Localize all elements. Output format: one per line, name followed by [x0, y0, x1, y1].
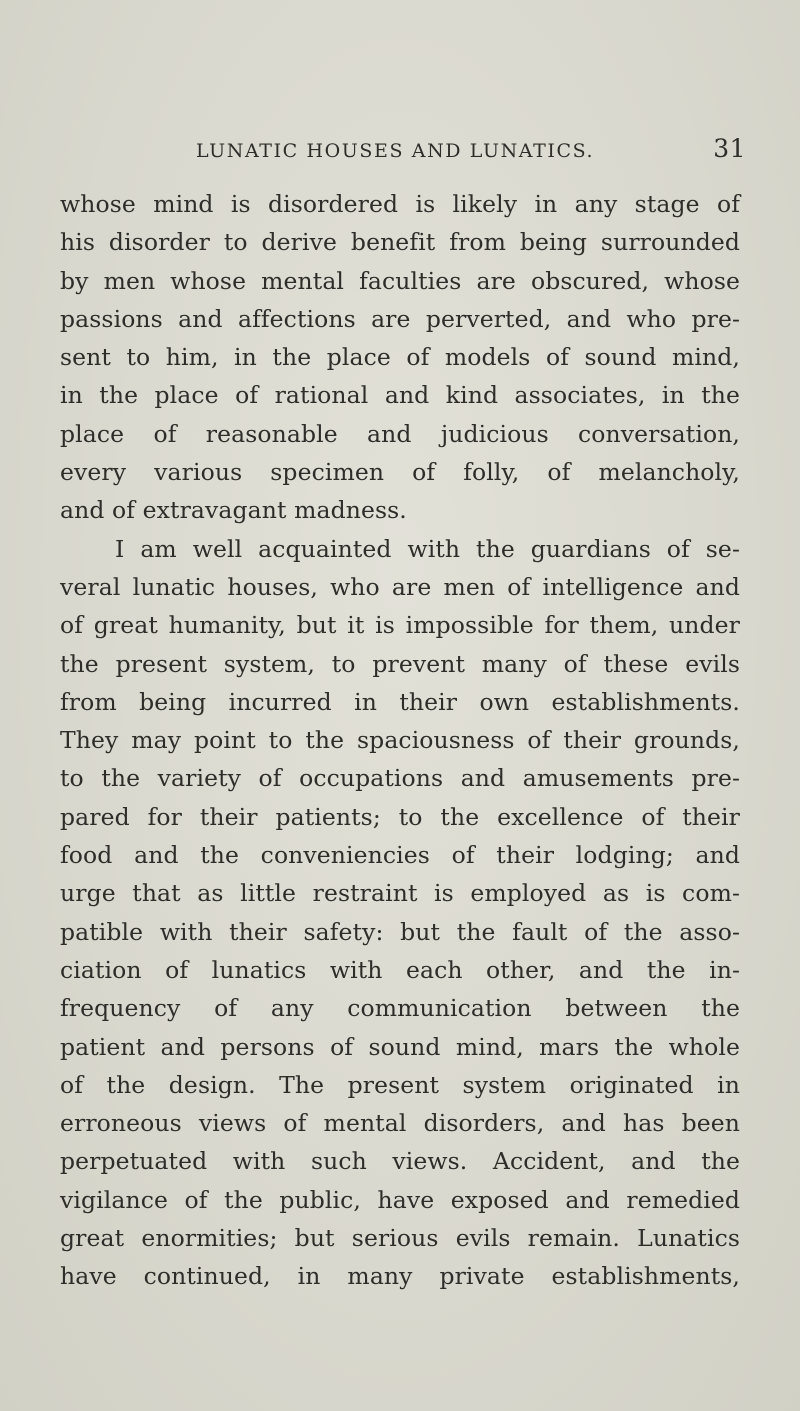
text-line: pared for their patients; to the excellence of their: [60, 802, 740, 831]
text-line: perpetuated with such views. Accident, and the: [60, 1147, 740, 1176]
page-number: 31: [713, 134, 746, 163]
page-header: [60, 134, 750, 170]
text-line: whose mind is disordered is likely in any stage of: [60, 190, 740, 218]
paragraph-start-line: I am well acquainted with the guardians of se-: [115, 534, 740, 563]
text-line: food and the conveniencies of their lodging; and: [60, 841, 740, 870]
text-line: his disorder to derive benefit from being surrounded: [60, 228, 740, 257]
paragraph-end-line: and of extravagant madness.: [60, 496, 407, 525]
running-head: LUNATIC HOUSES AND LUNATICS.: [196, 140, 595, 162]
text-line: of the design. The present system originated in: [60, 1070, 740, 1099]
text-line: by men whose mental faculties are obscured, whose: [60, 266, 740, 295]
text-line: from being incurred in their own establishments.: [60, 687, 740, 716]
text-line: vigilance of the public, have exposed and remedied: [60, 1185, 740, 1214]
text-line: ciation of lunatics with each other, and the in-: [60, 955, 740, 984]
body-text: [60, 185, 740, 1296]
text-line: have continued, in many private establishments,: [60, 1262, 740, 1291]
text-line: passions and affections are perverted, and who pre-: [60, 304, 740, 333]
text-line: in the place of rational and kind associates, in the: [60, 381, 740, 410]
text-line: to the variety of occupations and amusements pre-: [60, 764, 740, 793]
text-line: every various specimen of folly, of melancholy,: [60, 458, 740, 487]
text-line: the present system, to prevent many of these evils: [60, 649, 740, 678]
text-line: sent to him, in the place of models of sound mind,: [60, 343, 740, 372]
text-line: They may point to the spaciousness of their grounds,: [60, 726, 740, 755]
text-line: of great humanity, but it is impossible for them, under: [60, 611, 740, 640]
text-line: patient and persons of sound mind, mars the whole: [60, 1032, 740, 1061]
text-line: urge that as little restraint is employed as is com-: [60, 879, 740, 908]
text-line: frequency of any communication between the: [60, 994, 740, 1023]
text-line: place of reasonable and judicious conversation,: [60, 419, 740, 448]
text-line: veral lunatic houses, who are men of intelligence and: [60, 572, 740, 601]
text-line: patible with their safety: but the fault of the asso-: [60, 917, 740, 946]
text-line: erroneous views of mental disorders, and has been: [60, 1109, 740, 1138]
text-line: great enormities; but serious evils remain. Lunatics: [60, 1224, 740, 1253]
